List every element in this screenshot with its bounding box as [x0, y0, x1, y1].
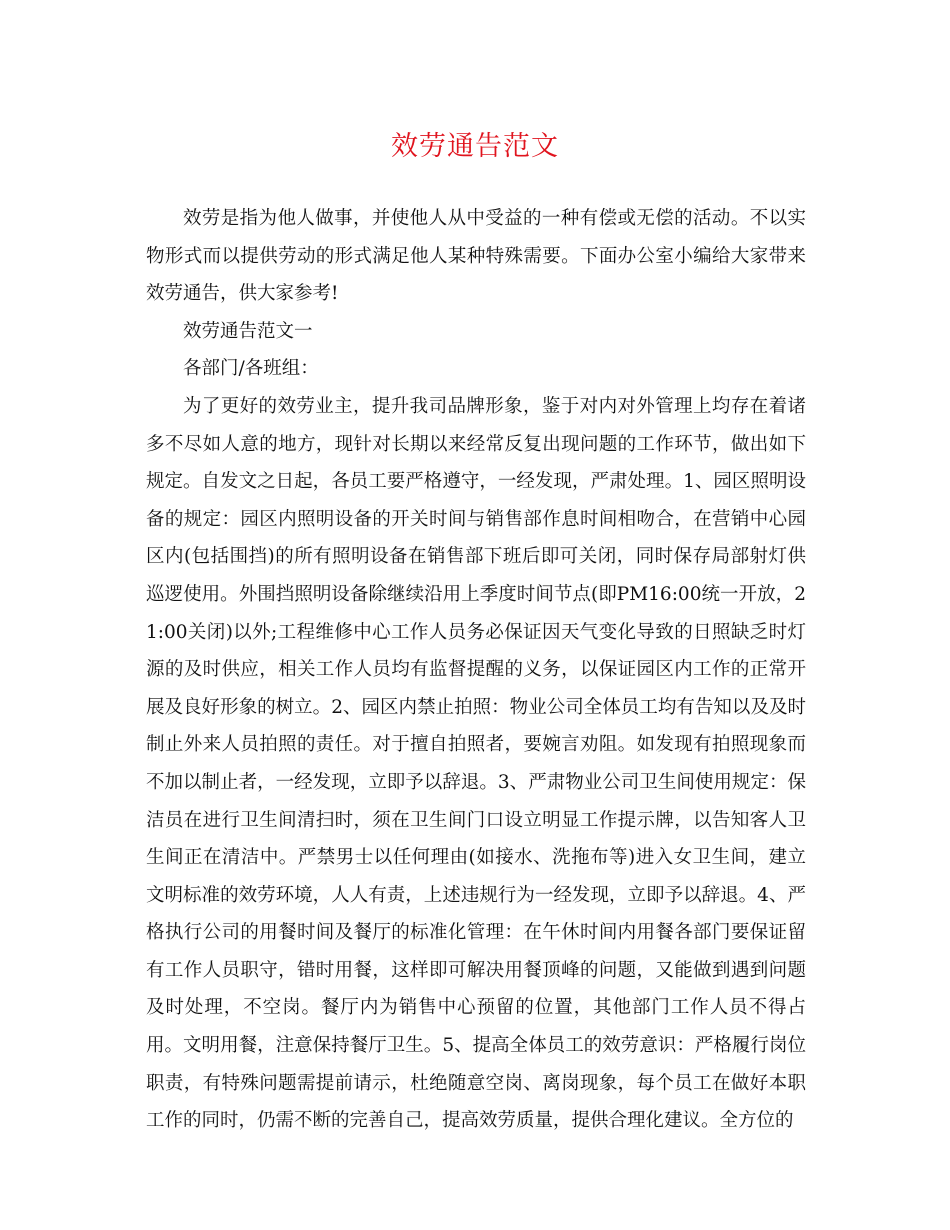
document-title: 效劳通告范文 — [391, 131, 559, 162]
intro-paragraph: 效劳是指为他人做事，并使他人从中受益的一种有偿或无偿的活动。不以实物形式而以提供劳动的形式满足他人某种特殊需要。下面办公室小编给大家带来效劳通告，供大家参考! — [146, 208, 806, 305]
notice-body-paragraph: 为了更好的效劳业主，提升我司品牌形象，鉴于对内对外管理上均存在着诸多不尽如人意的地方，现针对长期以来经常反复出现问题的工作环节，做出如下规定。自发文之日起，各员工要严格遵守，一经发现，严肃处理。1、园区照明设备的规定：园区内照明设备的开关时间与销售部作息时间相吻合，在营销中心园区内(包括围挡)的所有照明设备在销售部下班后即可关闭，同时保存局部射灯供巡逻使用。外围挡照明设备除继续沿用上季度时间节点(即PM16:00统一开放，21:00关闭)以外;工程维修中心工作人员务必保证因天气变化导致的日照缺乏时灯源的及时供应，相关工作人员均有监督提醒的义务，以保证园区内工作的正常开展及良好形象的树立。2、园区内禁止拍照：物业公司全体员工均有告知以及及时制止外来人员拍照的责任。对于擅自拍照者，要婉言劝阻。如发现有拍照现象而不加以制止者，一经发现，立即予以辞退。3、严肃物业公司卫生间使用规定：保洁员在进行卫生间清扫时，须在卫生间门口设立明显工作提示牌，以告知客人卫生间正在清洁中。严禁男士以任何理由(如接水、洗拖布等)进入女卫生间，建立文明标准的效劳环境，人人有责，上述违规行为一经发现，立即予以辞退。4、严格执行公司的用餐时间及餐厅的标准化管理：在午休时间内用餐各部门要保证留有工作人员职守，错时用餐，这样即可解决用餐顶峰的问题，又能做到遇到问题及时处理，不空岗。餐厅内为销售中心预留的位置，其他部门工作人员不得占用。文明用餐，注意保持餐厅卫生。5、提高全体员工的效劳意识：严格履行岗位职责，有特殊问题需提前请示，杜绝随意空岗、离岗现象，每个员工在做好本职工作的同时，仍需不断的完善自己，提高效劳质量，提供合理化建议。全方位的 — [146, 395, 806, 1132]
section-heading: 效劳通告范文一 — [183, 320, 313, 342]
salutation: 各部门/各班组： — [183, 358, 319, 380]
document-body — [146, 200, 806, 1140]
